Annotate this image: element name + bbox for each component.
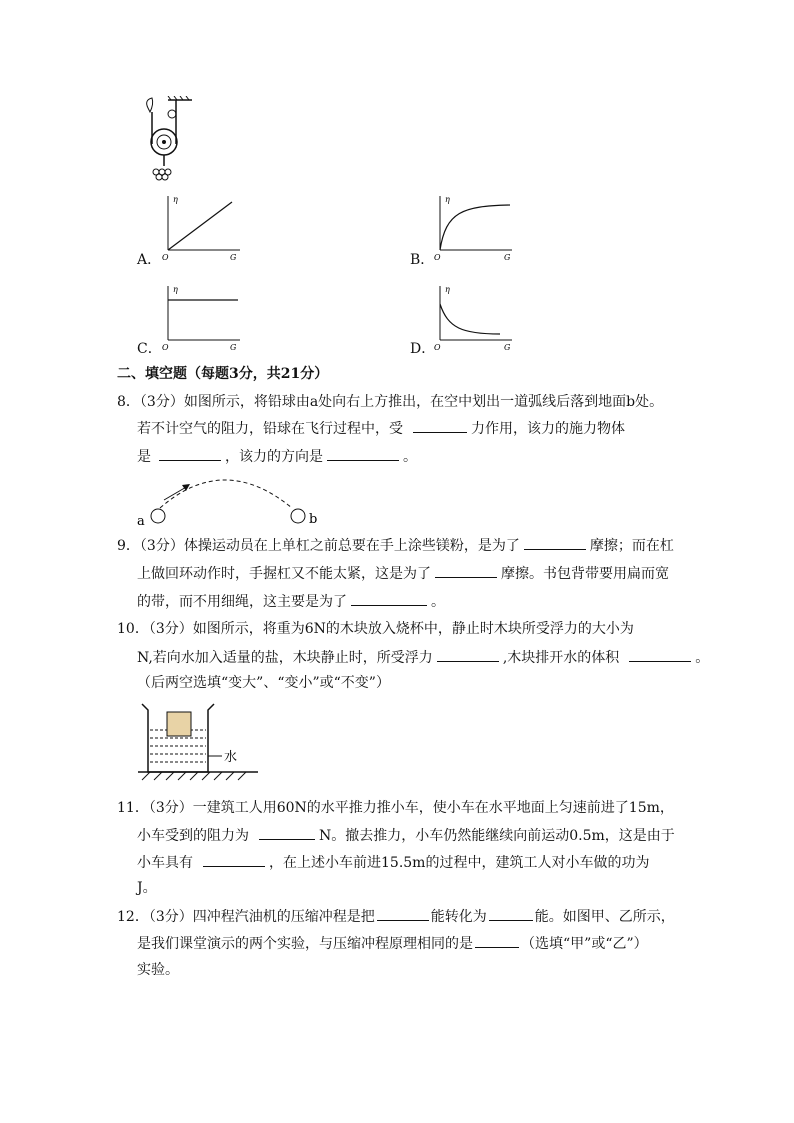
q8-blank-3[interactable] <box>327 446 399 461</box>
graph-d-origin: O <box>434 343 441 352</box>
option-a-label: A． <box>137 252 162 268</box>
q11-text: 小车受到的阻力为 <box>137 828 249 844</box>
pulley-figure <box>140 96 200 186</box>
q10-line-1: 10．（3分）如图所示，将重为6N的木块放入烧杯中，静止时木块所受浮力的大小为 <box>117 621 634 637</box>
q11-line-2 <box>137 825 675 846</box>
q11-line-1: 11．（3分）一建筑工人用60N的水平推力推小车，使小车在水平地面上匀速前进了15m， <box>117 800 674 816</box>
option-c-label: C． <box>137 341 162 357</box>
q10-line-3: （后两空选填“变大”、“变小”或“不变”） <box>137 675 390 691</box>
q11-text: 小车具有 <box>137 855 193 871</box>
graph-a-y-label: η <box>173 195 178 204</box>
q8-text: 。 <box>403 449 417 465</box>
beaker-figure <box>138 700 258 782</box>
q8-text: 是 <box>137 449 151 465</box>
q9-text: 。 <box>431 594 445 610</box>
q9-line-3 <box>137 591 445 612</box>
q11-text: ，在上述小车前进15.5m的过程中，建筑工人对小车做的功为 <box>269 855 650 871</box>
q10-blank-2[interactable] <box>629 647 691 662</box>
q8-line-3 <box>137 446 417 467</box>
section-title: 二、填空题（每题3分，共21分） <box>117 366 329 382</box>
q12-blank-1[interactable] <box>377 906 429 921</box>
graph-d <box>432 280 518 352</box>
q12-text: 能。如图甲、乙所示， <box>534 909 675 925</box>
graph-b-x-label: G <box>504 253 511 262</box>
q9-blank-2[interactable] <box>435 563 497 578</box>
q8-text: 若不计空气的阻力，铅球在飞行过程中，受 <box>137 421 403 437</box>
graph-c-x-label: G <box>230 343 237 352</box>
graph-c-y-label: η <box>173 285 178 294</box>
graph-b <box>432 190 518 262</box>
q10-text: N,若向水加入适量的盐，木块静止时，所受浮力 <box>137 650 433 666</box>
q8-line-2 <box>137 418 625 439</box>
option-b-label: B． <box>410 252 435 268</box>
q12-line-2 <box>137 933 648 954</box>
q9-line-1 <box>117 535 674 556</box>
q8-blank-1[interactable] <box>413 418 467 433</box>
q11-line-4: J。 <box>137 880 157 896</box>
q8-blank-2[interactable] <box>159 446 221 461</box>
q8-line-1: 8．（3分）如图所示，将铅球由a处向右上方推出，在空中划出一道弧线后落到地面b处。 <box>117 394 664 410</box>
q8-text: ，该力的方向是 <box>225 449 323 465</box>
q12-blank-2[interactable] <box>489 906 533 921</box>
q9-line-2 <box>137 563 669 584</box>
q10-text: 。 <box>695 650 710 666</box>
q10-text: ,木块排开水的体积 <box>502 650 620 666</box>
q9-text: 9．（3分）体操运动员在上单杠之前总要在手上涂些镁粉，是为了 <box>117 538 520 554</box>
point-a-label: a <box>137 514 145 529</box>
q12-blank-3[interactable] <box>475 933 519 948</box>
q9-blank-1[interactable] <box>524 535 586 550</box>
q11-blank-1[interactable] <box>259 825 315 840</box>
graph-b-origin: O <box>434 253 441 262</box>
graph-a <box>160 190 246 262</box>
graph-a-x-label: G <box>230 253 237 262</box>
q12-line-3: 实验。 <box>137 962 179 978</box>
q12-line-1 <box>117 906 675 927</box>
q12-text: 是我们课堂演示的两个实验，与压缩冲程原理相同的是 <box>137 936 473 952</box>
graph-d-x-label: G <box>504 343 511 352</box>
graph-d-y-label: η <box>445 285 450 294</box>
point-b-label: b <box>309 512 318 527</box>
graph-a-origin: O <box>162 253 169 262</box>
water-label: 水 <box>224 750 238 765</box>
q9-text: 摩擦；而在杠 <box>589 538 674 554</box>
q8-text: 力作用，该力的施力物体 <box>471 421 625 437</box>
q11-text: N。撤去推力，小车仍然能继续向前运动0.5m，这是由于 <box>319 828 675 844</box>
q9-text: 的带，而不用细绳，这主要是为了 <box>137 594 347 610</box>
q9-text: 上做回环动作时，手握杠又不能太紧，这是为了 <box>137 566 431 582</box>
q10-line-2 <box>137 647 709 668</box>
graph-c-origin: O <box>162 343 169 352</box>
q11-line-3 <box>137 852 649 873</box>
q10-blank-1[interactable] <box>437 647 499 662</box>
q9-text: 摩擦。书包背带要用扁而宽 <box>501 566 669 582</box>
graph-b-y-label: η <box>445 195 450 204</box>
q12-text: （选填“甲”或“乙”） <box>521 936 648 952</box>
q11-blank-2[interactable] <box>203 852 265 867</box>
q9-blank-3[interactable] <box>351 591 427 606</box>
shot-put-figure <box>132 474 332 530</box>
q12-text: 能转化为 <box>430 909 487 925</box>
q12-text: 12．（3分）四冲程汽油机的压缩冲程是把 <box>117 909 375 925</box>
option-d-label: D． <box>410 341 436 357</box>
graph-c <box>160 280 246 352</box>
